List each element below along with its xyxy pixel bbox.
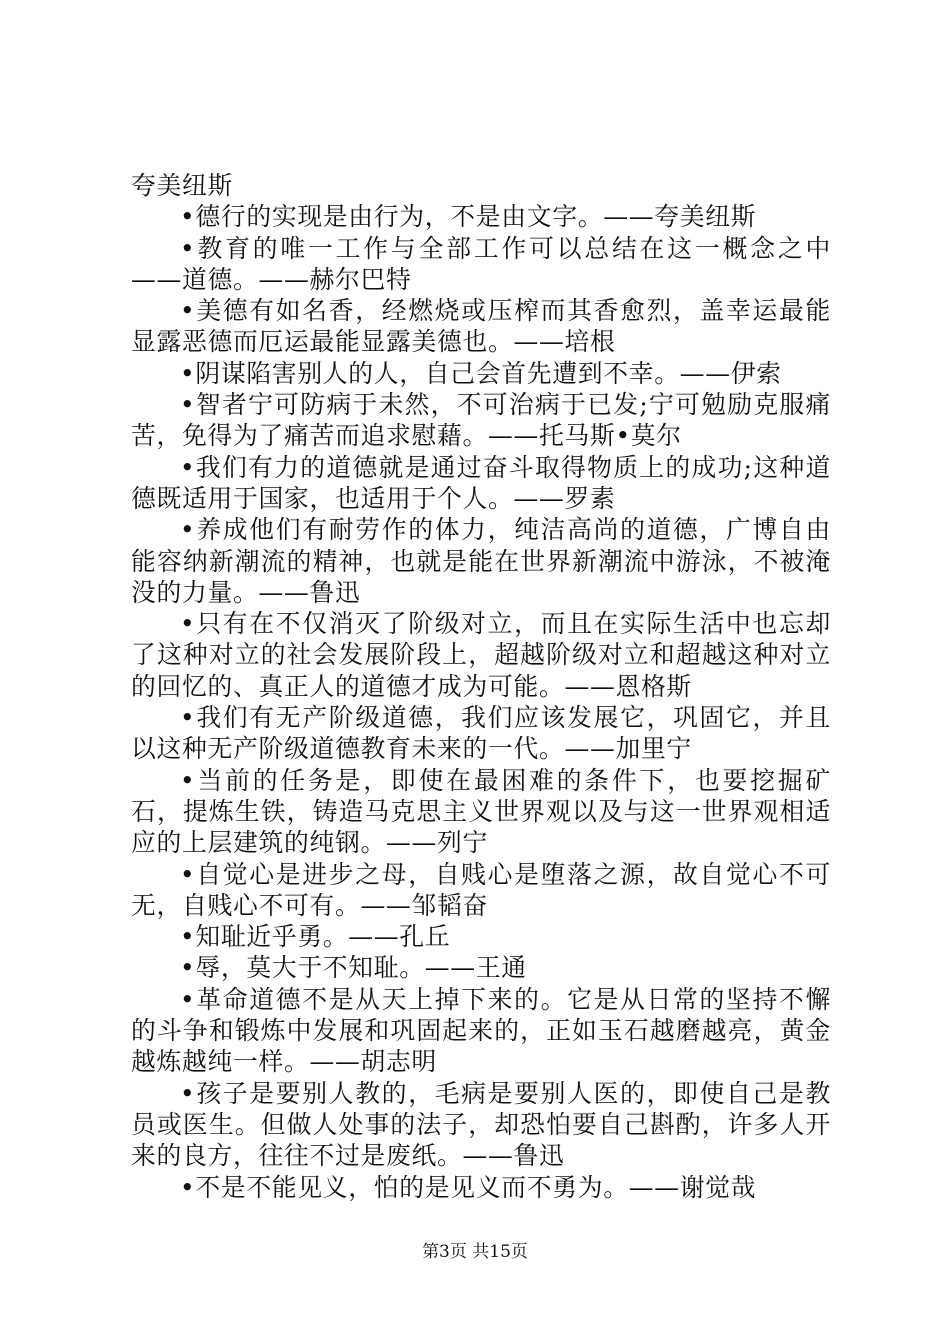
- quote-paragraph: •美德有如名香，经燃烧或压榨而其香愈烈，盖幸运最能显露恶德而厄运最能显露美德也。——培根: [131, 296, 831, 357]
- quote-paragraph: •革命道德不是从天上掉下来的。它是从日常的坚持不懈的斗争和锻炼中发展和巩固起来的，正如玉石越磨越亮，黄金越炼越纯一样。——胡志明: [131, 984, 831, 1077]
- document-body: [131, 170, 831, 1203]
- page-footer: [0, 1242, 950, 1262]
- quote-paragraph: •养成他们有耐劳作的体力，纯洁高尚的道德，广博自由能容纳新潮流的精神，也就是能在世界新潮流中游泳，不被淹没的力量。——鲁迅: [131, 515, 831, 607]
- quote-paragraph: •孩子是要别人教的，毛病是要别人医的，即使自己是教员或医生。但做人处事的法子，却恐怕要自己斟酌，许多人开来的良方，往往不过是废纸。——鲁迅: [131, 1078, 831, 1171]
- quote-paragraph: •自觉心是进步之母，自贱心是堕落之源，故自觉心不可无，自贱心不可有。——邹韬奋: [131, 859, 831, 920]
- page-number-label: 第3页 共15页: [422, 1242, 528, 1262]
- quote-paragraph: •智者宁可防病于未然，不可治病于已发;宁可勉励克服痛苦，免得为了痛苦而追求慰藉。——托马斯•莫尔: [131, 390, 831, 451]
- quote-paragraph: •知耻近乎勇。——孔丘: [180, 922, 451, 952]
- quote-paragraph: •阴谋陷害别人的人，自己会首先遭到不幸。——伊索: [180, 358, 782, 388]
- quote-paragraph: •辱，莫大于不知耻。——王通: [180, 953, 527, 983]
- quote-paragraph: •德行的实现是由行为，不是由文字。——夸美纽斯: [180, 202, 757, 232]
- quote-paragraph: •不是不能见义，怕的是见义而不勇为。——谢觉哉: [180, 1172, 757, 1202]
- quote-paragraph: •我们有无产阶级道德，我们应该发展它，巩固它，并且以这种无产阶级道德教育未来的一代。——加里宁: [131, 703, 831, 764]
- paragraph-continuation: 夸美纽斯: [131, 171, 233, 200]
- quote-paragraph: •只有在不仅消灭了阶级对立，而且在实际生活中也忘却了这种对立的社会发展阶段上，超越阶级对立和超越这种对立的回忆的、真正人的道德才成为可能。——恩格斯: [131, 609, 831, 701]
- quote-paragraph: •当前的任务是，即使在最困难的条件下，也要挖掘矿石，提炼生铁，铸造马克思主义世界观以及与这一世界观相适应的上层建筑的纯钢。——列宁: [131, 765, 831, 858]
- quote-paragraph: •教育的唯一工作与全部工作可以总结在这一概念之中——道德。——赫尔巴特: [131, 233, 831, 294]
- quote-paragraph: •我们有力的道德就是通过奋斗取得物质上的成功;这种道德既适用于国家，也适用于个人。——罗素: [131, 452, 831, 513]
